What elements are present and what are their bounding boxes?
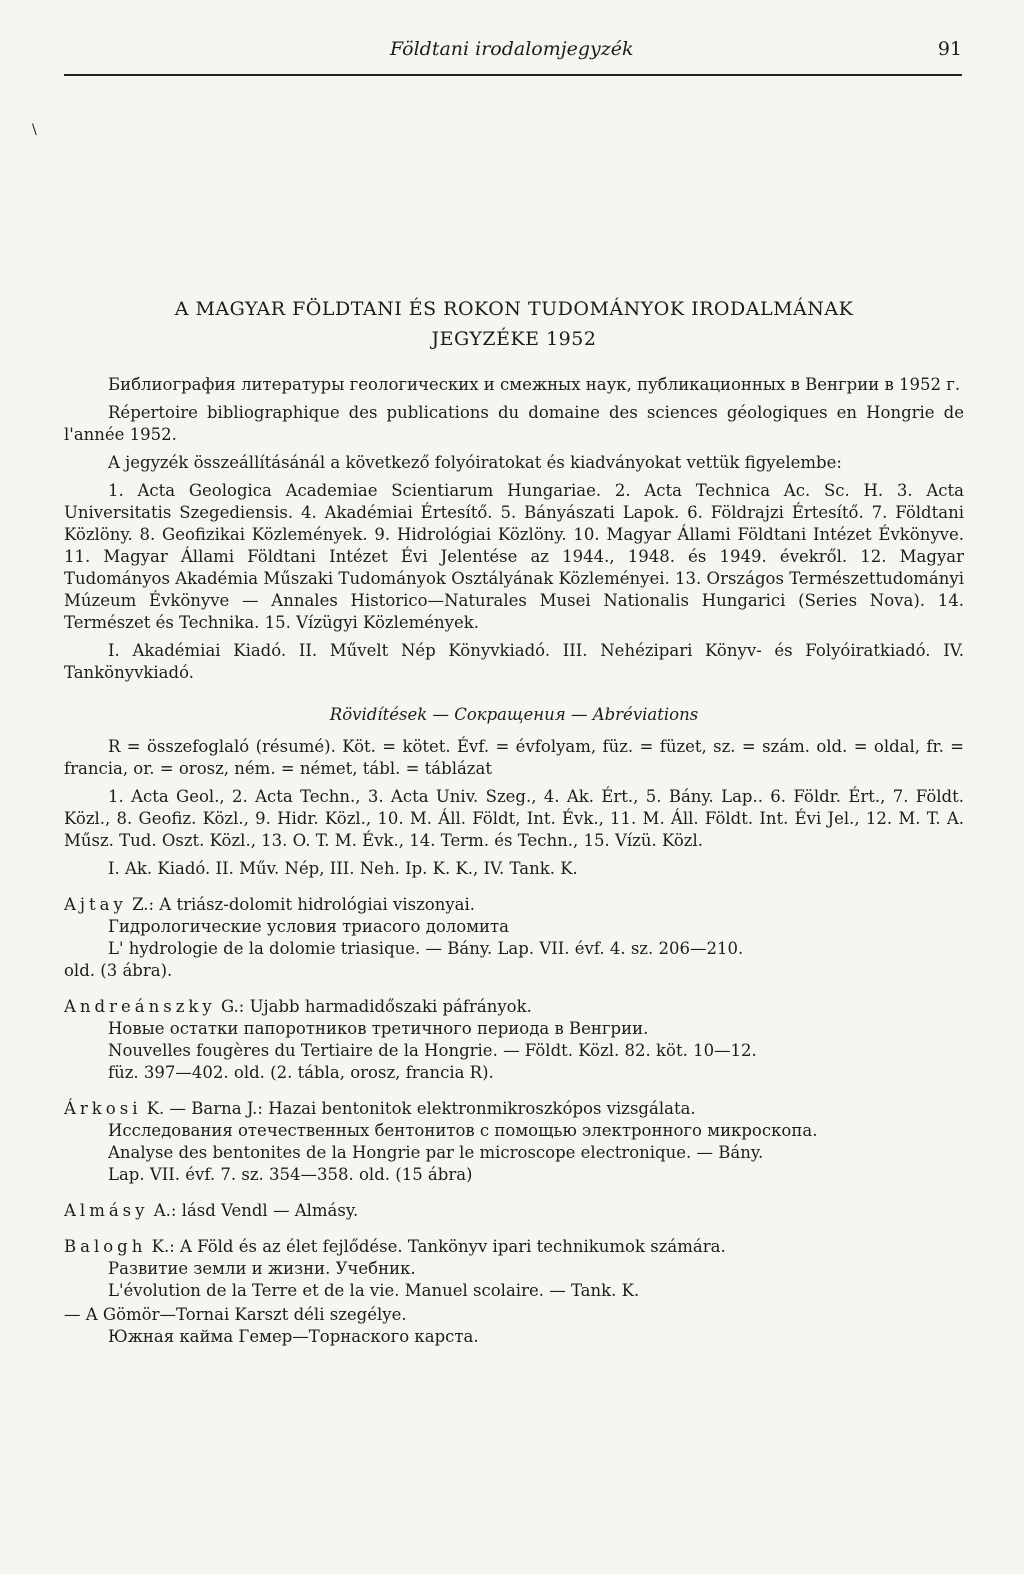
entry-title: A Gömör—Tornai Karszt déli szegélye. [80, 1305, 407, 1324]
entry-title: A.: lásd Vendl — Almásy. [148, 1201, 359, 1220]
abbrev-heading: Rövidítések — Сокращения — Abréviations [329, 705, 699, 724]
bib-entry [64, 1098, 964, 1186]
bib-entry [64, 1200, 964, 1222]
entry-title: K. — Barna J.: Hazai bentonitok elektronmikroszkópos vizsgálata. [141, 1099, 696, 1118]
author-name: Almásy [64, 1201, 149, 1220]
entry-title: Z.: A triász-dolomit hidrológiai viszonyai. [126, 895, 476, 914]
author-name: Balogh [64, 1237, 147, 1256]
author-name: Árkosi [64, 1099, 142, 1118]
bib-entry-head [64, 1236, 964, 1258]
entry-line: Гидрологические условия триасого доломита [108, 917, 510, 936]
intro-russian: Библиография литературы геологических и смежных наук, публикационных в Венгрии в 1952 г. [108, 375, 961, 394]
entry-tail: Lap. VII. évf. 7. sz. 354—358. old. (15 ábra) [108, 1165, 473, 1184]
author-dash: — [64, 1305, 81, 1324]
intro-hungarian: A jegyzék összeállításánál a következő folyóiratokat és kiadványokat vettük figyelembe: [108, 453, 842, 472]
entry-line: L' hydrologie de la dolomie triasique. — Bány. Lap. VII. évf. 4. sz. 206—210. [108, 939, 744, 958]
author-name: Andreánszky [64, 997, 216, 1016]
entry-line: Развитие земли и жизни. Учебник. [108, 1259, 416, 1278]
running-header [64, 38, 962, 76]
abbrev-journals: 1. Acta Geol., 2. Acta Techn., 3. Acta Univ. Szeg., 4. Ak. Ért., 5. Bány. Lap.. 6. Földr. Ért., 7. Földt. Közl., 8. Geofiz. Közl., 9. Hidr. Közl., 10. M. Áll. Földt, Int. Évk., 11. M. Áll. Földt. Int. Évi Jel., 12. M. T. A. Műsz. Tud. Oszt. Közl., 13. O. T. M. Évk., 14. Term. és Techn., 15. Vízü. Közl. [64, 787, 964, 850]
entry-tail: old. (3 ábra). [64, 961, 173, 980]
author-name: Ajtay [64, 895, 127, 914]
bib-entry-head [64, 1304, 964, 1326]
bibliography [64, 894, 964, 1348]
journal-list: 1. Acta Geologica Academiae Scientiarum Hungariae. 2. Acta Technica Ac. Sc. H. 3. Acta Universitatis Szegediensis. 4. Akadémiai Értesítő. 5. Bányászati Lapok. 6. Földrajzi Értesítő. 7. Földtani Közlöny. 8. Geofizikai Közlemények. 9. Hidrológiai Közlöny. 10. Magyar Állami Földtani Intézet Évkönyve. 11. Magyar Állami Földtani Intézet Évi Jelentése az 1944., 1948. és 1949. évekről. 12. Magyar Tudományos Akadémia Műszaki Tudományok Osztályának Közleményei. 13. Országos Természettudományi Múzeum Évkönyve — Annales Historico—Naturales Musei Nationalis Hungarici (Series Nova). 14. Természet és Technika. 15. Vízügyi Közlemények. [64, 481, 964, 632]
main-title-line-1: A MAGYAR FÖLDTANI ÉS ROKON TUDOMÁNYOK IRODALMÁNAK [174, 298, 854, 320]
entry-line: Новые остатки папоротников третичного периода в Венгрии. [108, 1019, 649, 1038]
stray-mark: \ [32, 122, 37, 138]
page-number: 91 [937, 38, 962, 60]
entry-line: L'évolution de la Terre et de la vie. Manuel scolaire. — Tank. K. [108, 1281, 640, 1300]
entry-title: K.: A Föld és az élet fejlődése. Tankönyv ipari technikumok számára. [146, 1237, 726, 1256]
entry-line: Исследования отечественных бентонитов с помощью электронного микроскопа. [108, 1121, 818, 1140]
bib-entry-head [64, 1098, 964, 1120]
abbrev-terms: R = összefoglaló (résumé). Köt. = kötet. Évf. = évfolyam, füz. = füzet, sz. = szám. old. = oldal, fr. = francia, or. = orosz, ném. = német, tábl. = táblázat [64, 737, 964, 778]
abbrev-publishers: I. Ak. Kiadó. II. Műv. Nép, III. Neh. Ip. K. K., IV. Tank. K. [108, 859, 578, 878]
bib-entry-head [64, 996, 964, 1018]
entry-line: Южная кайма Гемер—Торнаского карста. [108, 1327, 479, 1346]
bib-entry [64, 1236, 964, 1302]
main-title [64, 294, 964, 354]
publisher-list: I. Akadémiai Kiadó. II. Művelt Nép Könyvkiadó. III. Nehézipari Könyv- és Folyóiratkiadó. IV. Tankönyvkiadó. [64, 641, 964, 682]
running-title: Földtani irodalomjegyzék [390, 38, 634, 60]
body-text [64, 294, 964, 1348]
entry-line: Analyse des bentonites de la Hongrie par le microscope electronique. — Bány. [108, 1143, 764, 1162]
entry-title: G.: Ujabb harmadidőszaki páfrányok. [215, 997, 532, 1016]
intro-french: Répertoire bibliographique des publications du domaine des sciences géologiques en Hongrie de l'année 1952. [64, 403, 964, 444]
entry-line: Nouvelles fougères du Tertiaire de la Hongrie. — Földt. Közl. 82. köt. 10—12. [108, 1041, 757, 1060]
bib-entry-head [64, 894, 964, 916]
bib-entry [64, 894, 964, 982]
bib-entry-head [64, 1200, 964, 1222]
entry-tail: füz. 397—402. old. (2. tábla, orosz, francia R). [108, 1063, 494, 1082]
main-title-line-2: JEGYZÉKE 1952 [431, 328, 597, 350]
bib-entry [64, 996, 964, 1084]
bib-entry [64, 1304, 964, 1348]
